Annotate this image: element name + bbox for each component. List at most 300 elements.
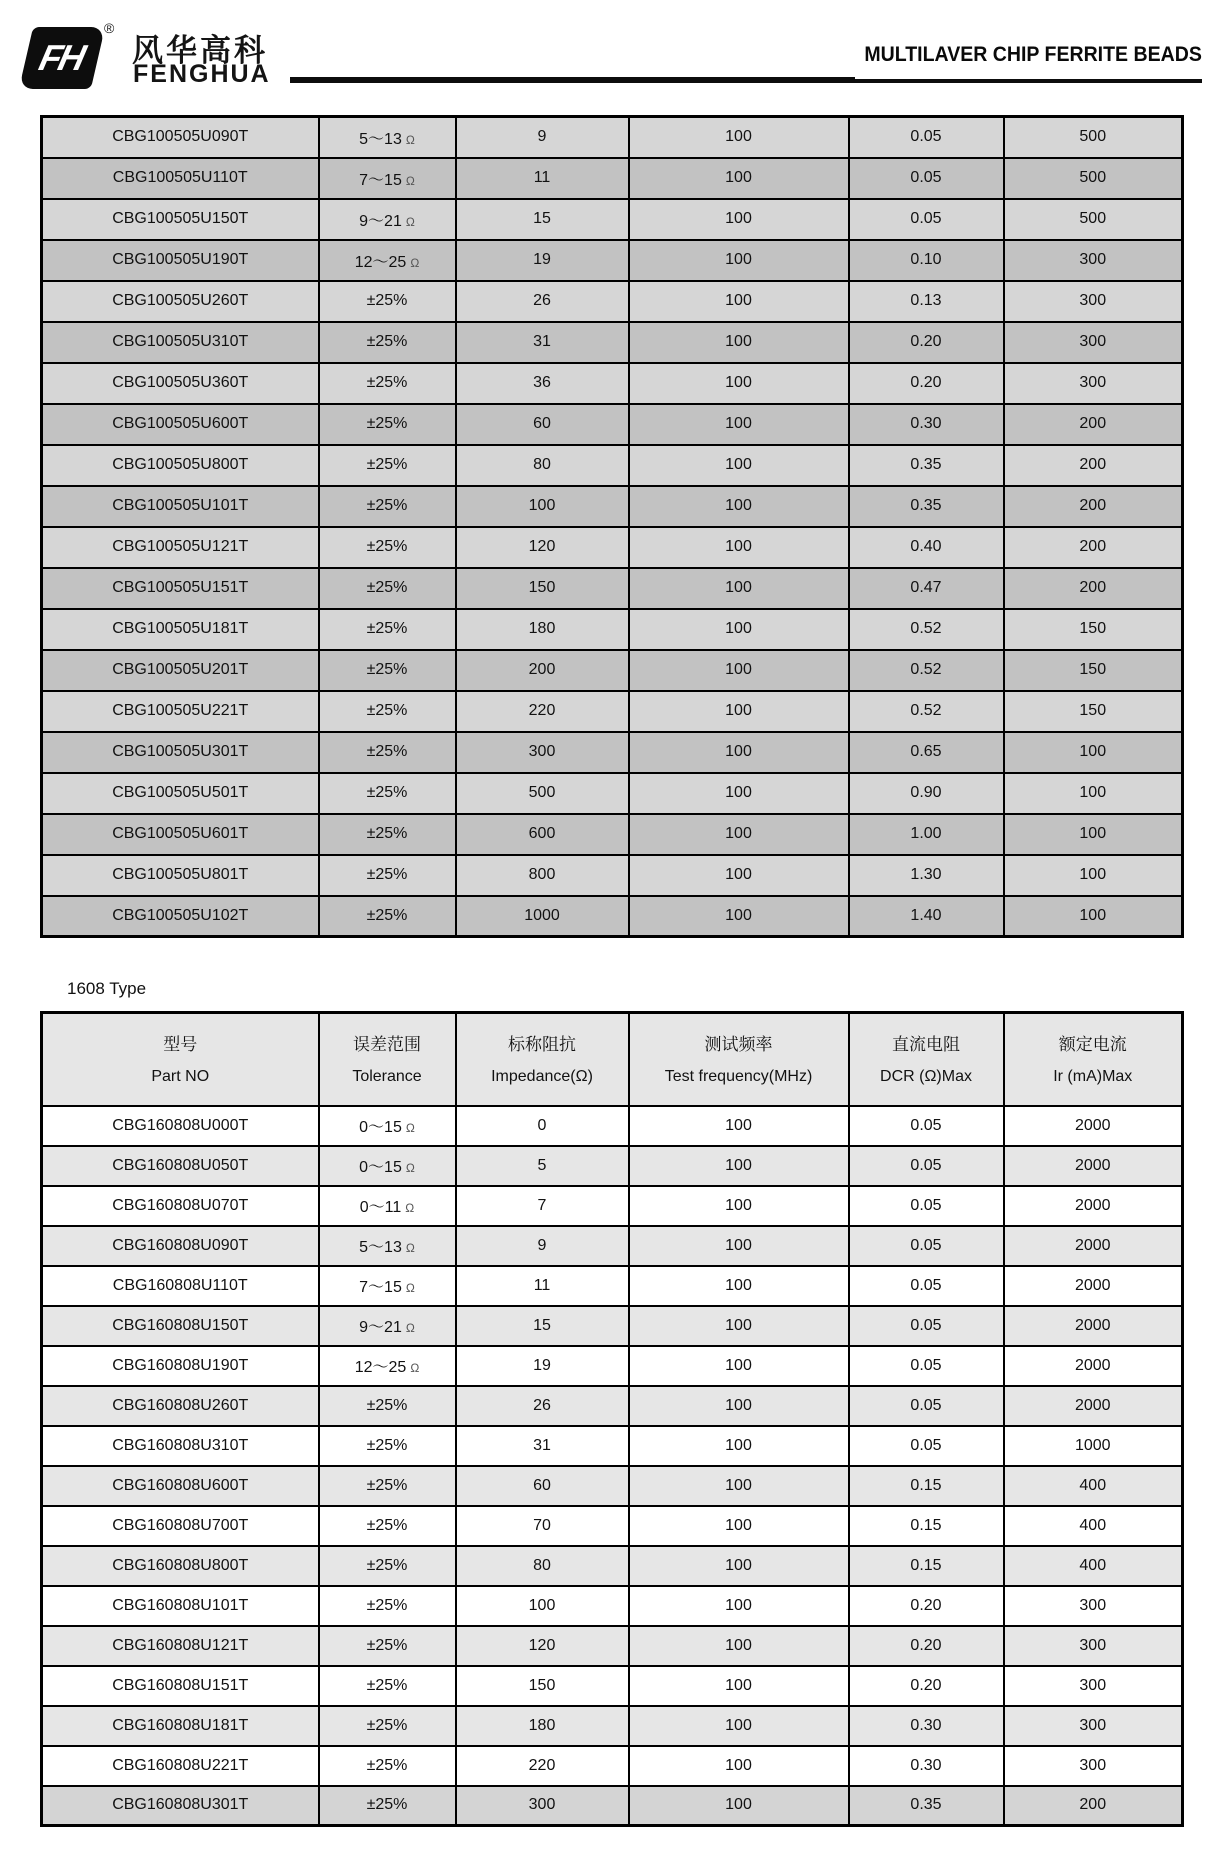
impedance-cell: 100 [456,486,629,527]
impedance-cell: 15 [456,199,629,240]
dcr-cell: 0.05 [849,1386,1004,1426]
tolerance-cell [319,1746,456,1786]
table-row [42,814,1183,855]
ohm-unit: Ω [405,1241,415,1255]
tolerance-value: ±25% [366,538,408,555]
impedance-cell: 180 [456,609,629,650]
tolerance-cell [319,404,456,445]
part-number-cell: CBG160808U310T [42,1426,319,1466]
table-row [42,773,1183,814]
tolerance-value: ±25% [366,1476,408,1494]
dcr-cell: 0.20 [849,1626,1004,1666]
tolerance-value: ±25% [366,1596,408,1614]
tolerance-value: 12～25 [354,1359,407,1376]
part-number-cell: CBG160808U000T [42,1106,319,1146]
impedance-cell: 180 [456,1706,629,1746]
part-number-cell: CBG160808U221T [42,1746,319,1786]
rated-current-cell: 2000 [1004,1266,1183,1306]
dcr-cell: 0.15 [849,1466,1004,1506]
brand-name-chinese: 风华高科 [132,33,268,68]
part-number-cell: CBG100505U201T [42,650,319,691]
column-header-english: Ir (mA)Max [1053,1067,1133,1085]
part-number-cell: CBG100505U260T [42,281,319,322]
test-frequency-cell: 100 [629,896,849,937]
part-number-cell: CBG100505U121T [42,527,319,568]
impedance-cell: 800 [456,855,629,896]
tolerance-cell [319,650,456,691]
rated-current-cell: 2000 [1004,1146,1183,1186]
impedance-cell: 60 [456,404,629,445]
part-number-cell: CBG100505U110T [42,158,319,199]
dcr-cell: 0.13 [849,281,1004,322]
test-frequency-cell: 100 [629,1386,849,1426]
dcr-cell: 0.40 [849,527,1004,568]
impedance-cell: 31 [456,322,629,363]
part-number-cell: CBG100505U221T [42,691,319,732]
impedance-cell: 300 [456,1786,629,1826]
registered-trademark-mark: ® [104,20,115,36]
impedance-cell: 600 [456,814,629,855]
tolerance-value: 5～13 [359,130,402,148]
impedance-cell: 500 [456,773,629,814]
test-frequency-cell: 100 [629,773,849,814]
rated-current-cell: 200 [1004,527,1183,568]
column-header-english: Part NO [151,1067,210,1085]
impedance-cell: 19 [456,1346,629,1386]
dcr-cell: 0.05 [849,117,1004,158]
impedance-cell: 5 [456,1146,629,1186]
part-number-cell: CBG160808U151T [42,1666,319,1706]
part-number-cell: CBG100505U090T [42,117,319,158]
test-frequency-cell: 100 [629,158,849,199]
tolerance-value: ±25% [366,1796,408,1814]
tolerance-cell [319,363,456,404]
header-divider-thin [855,79,1202,83]
table-row [42,1226,1183,1266]
tolerance-cell [319,609,456,650]
column-header-english: Impedance(Ω) [491,1067,593,1085]
part-number-cell: CBG100505U301T [42,732,319,773]
test-frequency-cell: 100 [629,568,849,609]
dcr-cell: 0.35 [849,486,1004,527]
tolerance-cell [319,1586,456,1626]
impedance-cell: 26 [456,281,629,322]
impedance-cell: 9 [456,117,629,158]
column-header-english: Test frequency(MHz) [664,1067,813,1085]
tolerance-value: 0～11 [359,1199,402,1216]
test-frequency-cell: 100 [629,1586,849,1626]
dcr-cell: 0.05 [849,1426,1004,1466]
table-row [42,199,1183,240]
part-number-cell: CBG160808U181T [42,1706,319,1746]
test-frequency-cell: 100 [629,609,849,650]
tolerance-value: ±25% [366,661,408,678]
test-frequency-cell: 100 [629,1506,849,1546]
table-row [42,117,1183,158]
tolerance-value: 9～21 [359,1319,402,1336]
tolerance-value: ±25% [366,292,408,309]
tolerance-value: ±25% [366,374,408,391]
ohm-unit: Ω [405,1201,415,1215]
column-header-chinese: 标称阻抗 [508,1034,576,1054]
dcr-cell: 0.65 [849,732,1004,773]
ohm-unit: Ω [410,1361,420,1375]
tolerance-value: ±25% [366,784,408,801]
table-row [42,1466,1183,1506]
impedance-cell: 60 [456,1466,629,1506]
header-row [42,1013,1183,1106]
impedance-cell: 80 [456,1546,629,1586]
table-row [42,896,1183,937]
impedance-cell: 220 [456,691,629,732]
test-frequency-cell: 100 [629,240,849,281]
dcr-cell: 0.05 [849,1186,1004,1226]
rated-current-cell: 500 [1004,117,1183,158]
tolerance-cell [319,568,456,609]
ohm-unit: Ω [410,255,420,270]
impedance-cell: 0 [456,1106,629,1146]
dcr-cell: 1.00 [849,814,1004,855]
part-number-cell: CBG160808U121T [42,1626,319,1666]
tolerance-value: 0～15 [359,1159,402,1176]
test-frequency-cell: 100 [629,1346,849,1386]
tolerance-value: ±25% [366,1436,408,1454]
part-number-cell: CBG100505U181T [42,609,319,650]
tolerance-cell [319,281,456,322]
impedance-cell: 26 [456,1386,629,1426]
column-header-english: Tolerance [352,1067,422,1085]
impedance-cell: 31 [456,1426,629,1466]
rated-current-cell: 150 [1004,650,1183,691]
part-number-cell: CBG100505U360T [42,363,319,404]
part-number-cell: CBG160808U050T [42,1146,319,1186]
test-frequency-cell: 100 [629,1266,849,1306]
tolerance-cell [319,240,456,281]
cbg100505-table-body [42,117,1183,937]
brand-name-english: FENGHUA [133,60,271,88]
table-row [42,1266,1183,1306]
rated-current-cell: 300 [1004,240,1183,281]
fenghua-logo-icon [19,27,105,89]
table-row [42,1506,1183,1546]
rated-current-cell: 200 [1004,486,1183,527]
dcr-cell: 0.52 [849,691,1004,732]
tolerance-cell [319,322,456,363]
tolerance-cell [319,691,456,732]
tolerance-cell [319,1506,456,1546]
impedance-cell: 220 [456,1746,629,1786]
rated-current-cell: 100 [1004,855,1183,896]
table-row [42,1746,1183,1786]
ohm-unit: Ω [405,132,415,147]
section-label-1608-type: 1608 Type [67,979,147,998]
table-row [42,322,1183,363]
column-header-chinese: 误差范围 [353,1034,421,1054]
column-header-cell [42,1013,319,1106]
part-number-cell: CBG160808U700T [42,1506,319,1546]
table-row [42,404,1183,445]
cbg160808-spec-table [40,1011,1184,1827]
dcr-cell: 0.47 [849,568,1004,609]
tolerance-cell [319,1706,456,1746]
dcr-cell: 0.30 [849,404,1004,445]
part-number-cell: CBG100505U800T [42,445,319,486]
part-number-cell: CBG160808U090T [42,1226,319,1266]
rated-current-cell: 300 [1004,1626,1183,1666]
impedance-cell: 120 [456,527,629,568]
tolerance-cell [319,732,456,773]
table-row [42,1786,1183,1826]
test-frequency-cell: 100 [629,1546,849,1586]
column-header-cell [629,1013,849,1106]
tolerance-value: 7～15 [359,171,402,189]
rated-current-cell: 150 [1004,691,1183,732]
rated-current-cell: 2000 [1004,1386,1183,1426]
tolerance-cell [319,1786,456,1826]
tolerance-value: 0～15 [359,1119,402,1136]
impedance-cell: 7 [456,1186,629,1226]
table-row [42,1106,1183,1146]
part-number-cell: CBG160808U190T [42,1346,319,1386]
table-row [42,855,1183,896]
column-header-cell [1004,1013,1183,1106]
tolerance-value: ±25% [366,866,408,883]
tolerance-value: 12～25 [354,253,407,271]
tolerance-value: ±25% [366,1636,408,1654]
dcr-cell: 0.05 [849,1226,1004,1266]
dcr-cell: 0.35 [849,1786,1004,1826]
test-frequency-cell: 100 [629,281,849,322]
dcr-cell: 0.20 [849,1666,1004,1706]
rated-current-cell: 2000 [1004,1306,1183,1346]
rated-current-cell: 2000 [1004,1226,1183,1266]
test-frequency-cell: 100 [629,1106,849,1146]
impedance-cell: 200 [456,650,629,691]
test-frequency-cell: 100 [629,445,849,486]
impedance-cell: 9 [456,1226,629,1266]
dcr-cell: 0.05 [849,158,1004,199]
part-number-cell: CBG100505U501T [42,773,319,814]
tolerance-value: 7～15 [359,1279,402,1296]
table-row [42,691,1183,732]
tolerance-value: ±25% [366,825,408,842]
part-number-cell: CBG100505U601T [42,814,319,855]
column-header-cell [456,1013,629,1106]
ohm-unit: Ω [405,1281,415,1295]
impedance-cell: 300 [456,732,629,773]
test-frequency-cell: 100 [629,1786,849,1826]
column-header-cell [849,1013,1004,1106]
part-number-cell: CBG100505U190T [42,240,319,281]
column-header-chinese: 型号 [163,1034,198,1054]
tolerance-value: ±25% [366,906,408,924]
tolerance-cell [319,896,456,937]
tolerance-cell [319,1346,456,1386]
test-frequency-cell: 100 [629,1186,849,1226]
dcr-cell: 0.20 [849,1586,1004,1626]
part-number-cell: CBG160808U110T [42,1266,319,1306]
rated-current-cell: 1000 [1004,1426,1183,1466]
rated-current-cell: 300 [1004,1586,1183,1626]
column-header-chinese: 直流电阻 [892,1034,960,1054]
test-frequency-cell: 100 [629,322,849,363]
ohm-unit: Ω [405,1161,415,1175]
tolerance-cell [319,1106,456,1146]
test-frequency-cell: 100 [629,1146,849,1186]
rated-current-cell: 300 [1004,1666,1183,1706]
rated-current-cell: 100 [1004,732,1183,773]
ohm-unit: Ω [405,1121,415,1135]
table-row [42,445,1183,486]
test-frequency-cell: 100 [629,1426,849,1466]
dcr-cell: 0.30 [849,1746,1004,1786]
part-number-cell: CBG100505U801T [42,855,319,896]
test-frequency-cell: 100 [629,732,849,773]
part-number-cell: CBG160808U260T [42,1386,319,1426]
tolerance-cell [319,199,456,240]
rated-current-cell: 300 [1004,1746,1183,1786]
part-number-cell: CBG160808U301T [42,1786,319,1826]
rated-current-cell: 400 [1004,1466,1183,1506]
part-number-cell: CBG100505U101T [42,486,319,527]
dcr-cell: 0.05 [849,1106,1004,1146]
rated-current-cell: 2000 [1004,1106,1183,1146]
column-header-chinese: 额定电流 [1058,1034,1127,1054]
table-row [42,1426,1183,1466]
tolerance-cell [319,1666,456,1706]
tolerance-value: ±25% [366,456,408,473]
tolerance-cell [319,855,456,896]
test-frequency-cell: 100 [629,1626,849,1666]
cbg100505-spec-table [40,115,1184,938]
table-row [42,1306,1183,1346]
tolerance-cell [319,1546,456,1586]
test-frequency-cell: 100 [629,199,849,240]
impedance-cell: 70 [456,1506,629,1546]
table-row [42,1626,1183,1666]
tolerance-cell [319,486,456,527]
part-number-cell: CBG100505U600T [42,404,319,445]
rated-current-cell: 2000 [1004,1186,1183,1226]
tolerance-value: 9～21 [359,212,402,230]
part-number-cell: CBG160808U070T [42,1186,319,1226]
rated-current-cell: 400 [1004,1546,1183,1586]
tolerance-value: ±25% [366,1556,408,1574]
table-row [42,650,1183,691]
fenghua-logo-monogram: FH [35,37,87,78]
rated-current-cell: 2000 [1004,1346,1183,1386]
test-frequency-cell: 100 [629,486,849,527]
test-frequency-cell: 100 [629,691,849,732]
part-number-cell: CBG160808U800T [42,1546,319,1586]
table-row [42,240,1183,281]
tolerance-cell [319,773,456,814]
tolerance-cell [319,1226,456,1266]
table-row [42,363,1183,404]
test-frequency-cell: 100 [629,1226,849,1266]
rated-current-cell: 100 [1004,814,1183,855]
part-number-cell: CBG160808U101T [42,1586,319,1626]
tolerance-cell [319,1186,456,1226]
table-row [42,1706,1183,1746]
dcr-cell: 1.40 [849,896,1004,937]
rated-current-cell: 300 [1004,1706,1183,1746]
ohm-unit: Ω [405,1321,415,1335]
rated-current-cell: 500 [1004,199,1183,240]
test-frequency-cell: 100 [629,1746,849,1786]
rated-current-cell: 200 [1004,568,1183,609]
tolerance-value: ±25% [366,1716,408,1734]
table-row [42,486,1183,527]
dcr-cell: 0.52 [849,609,1004,650]
test-frequency-cell: 100 [629,117,849,158]
dcr-cell: 0.05 [849,1266,1004,1306]
tolerance-cell [319,1466,456,1506]
part-number-cell: CBG100505U310T [42,322,319,363]
tolerance-cell [319,158,456,199]
tolerance-value: ±25% [366,1516,408,1534]
tolerance-value: ±25% [366,702,408,719]
page-title: MULTILAVER CHIP FERRITE BEADS [864,43,1202,66]
tolerance-cell [319,117,456,158]
impedance-cell: 150 [456,568,629,609]
part-number-cell: CBG100505U102T [42,896,319,937]
impedance-cell: 120 [456,1626,629,1666]
dcr-cell: 0.05 [849,199,1004,240]
impedance-cell: 15 [456,1306,629,1346]
table-row [42,1386,1183,1426]
part-number-cell: CBG100505U151T [42,568,319,609]
column-header-chinese: 测试频率 [704,1034,773,1054]
tolerance-value: 5～13 [359,1239,402,1256]
impedance-cell: 19 [456,240,629,281]
column-header-english: DCR (Ω)Max [880,1067,972,1085]
table-row [42,1546,1183,1586]
impedance-cell: 1000 [456,896,629,937]
tolerance-cell [319,1426,456,1466]
dcr-cell: 0.35 [849,445,1004,486]
test-frequency-cell: 100 [629,1466,849,1506]
dcr-cell: 0.90 [849,773,1004,814]
dcr-cell: 0.52 [849,650,1004,691]
test-frequency-cell: 100 [629,1706,849,1746]
rated-current-cell: 200 [1004,1786,1183,1826]
table-row [42,1146,1183,1186]
tolerance-cell [319,1306,456,1346]
tolerance-cell [319,1386,456,1426]
table-row [42,1666,1183,1706]
rated-current-cell: 200 [1004,445,1183,486]
impedance-cell: 36 [456,363,629,404]
rated-current-cell: 300 [1004,281,1183,322]
impedance-cell: 100 [456,1586,629,1626]
table-row [42,158,1183,199]
tolerance-value: ±25% [366,333,408,350]
ohm-unit: Ω [405,173,415,188]
tolerance-cell [319,1626,456,1666]
test-frequency-cell: 100 [629,404,849,445]
tolerance-value: ±25% [366,1396,408,1414]
tolerance-cell [319,1146,456,1186]
rated-current-cell: 300 [1004,363,1183,404]
test-frequency-cell: 100 [629,855,849,896]
impedance-cell: 11 [456,1266,629,1306]
rated-current-cell: 500 [1004,158,1183,199]
tolerance-value: ±25% [366,1676,408,1694]
rated-current-cell: 400 [1004,1506,1183,1546]
part-number-cell: CBG160808U150T [42,1306,319,1346]
table-row [42,609,1183,650]
